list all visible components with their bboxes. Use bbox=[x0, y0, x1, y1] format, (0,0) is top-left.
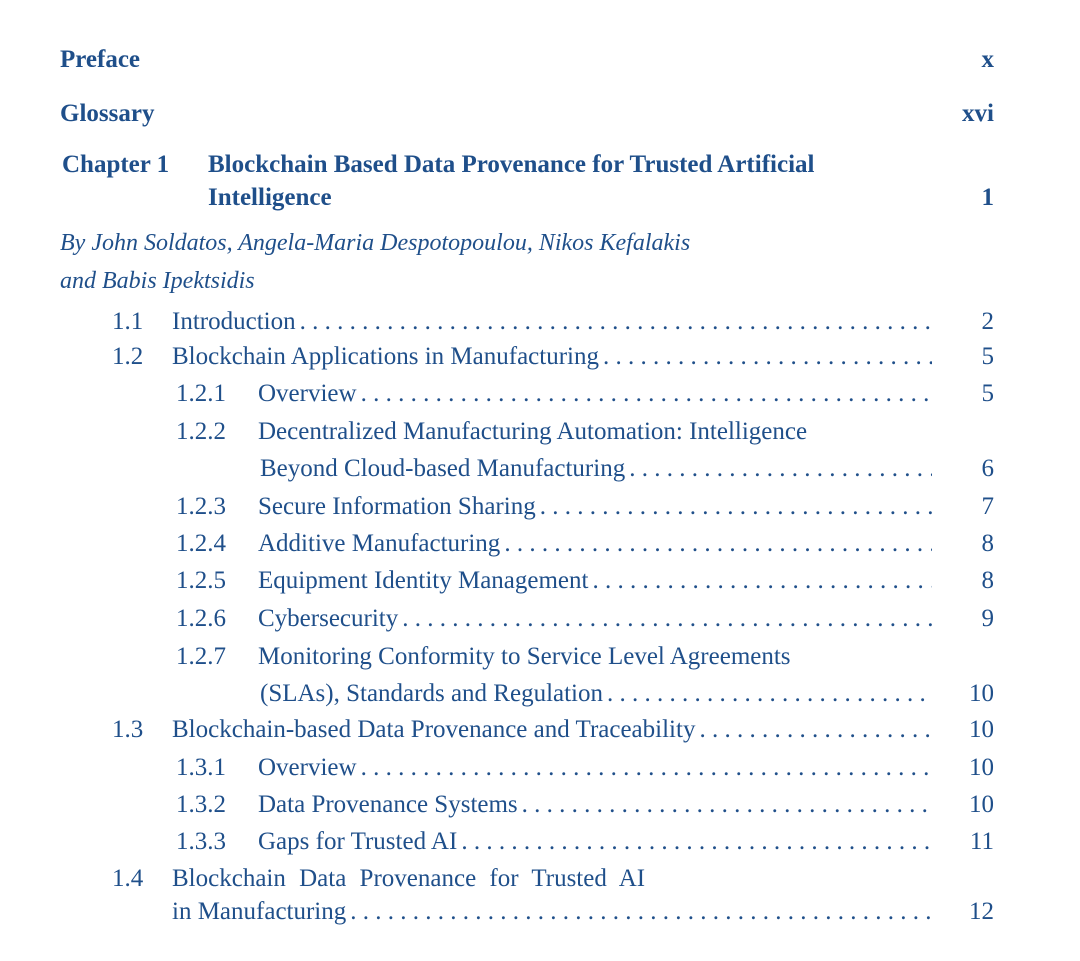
section-page: 10 bbox=[969, 791, 994, 818]
toc-section-1-2-5[interactable] bbox=[176, 563, 994, 599]
dot-leader bbox=[629, 451, 932, 487]
section-page: 7 bbox=[981, 493, 994, 520]
section-page: 11 bbox=[969, 828, 994, 855]
section-number: 1.3.1 bbox=[176, 754, 226, 781]
section-number: 1.1 bbox=[112, 308, 144, 335]
section-number: 1.2.5 bbox=[176, 567, 226, 594]
section-number: 1.2.3 bbox=[176, 493, 226, 520]
entry-title: Preface bbox=[60, 46, 141, 73]
section-page: 5 bbox=[981, 380, 994, 407]
section-title: Introduction bbox=[172, 308, 296, 335]
dot-leader bbox=[540, 489, 932, 525]
section-title: Additive Manufacturing bbox=[258, 530, 501, 557]
section-title: Overview bbox=[258, 754, 357, 781]
section-number: 1.2.2 bbox=[176, 418, 226, 445]
chapter-label: Chapter 1 bbox=[62, 151, 170, 178]
section-number: 1.2.6 bbox=[176, 605, 226, 632]
dot-leader bbox=[504, 526, 932, 562]
section-title-line: Blockchain Data Provenance for Trusted AI bbox=[172, 865, 646, 892]
section-number: 1.2.1 bbox=[176, 380, 226, 407]
chapter-authors bbox=[60, 224, 820, 300]
section-number: 1.3.2 bbox=[176, 791, 226, 818]
section-page: 10 bbox=[969, 716, 994, 743]
toc-section-1-2-1[interactable] bbox=[176, 376, 994, 412]
dot-leader bbox=[603, 339, 932, 375]
entry-page: x bbox=[981, 46, 994, 73]
section-title: Cybersecurity bbox=[258, 605, 399, 632]
toc-section-1-2-2-first-line[interactable] bbox=[176, 414, 807, 450]
toc-section-1-1[interactable] bbox=[112, 304, 994, 340]
section-title: in Manufacturing bbox=[172, 898, 347, 925]
section-title: Beyond Cloud-based Manufacturing bbox=[260, 455, 626, 482]
dot-leader bbox=[699, 712, 932, 748]
section-page: 8 bbox=[981, 567, 994, 594]
section-title: Overview bbox=[258, 380, 357, 407]
authors-line: and Babis Ipektsidis bbox=[60, 268, 255, 294]
section-number: 1.2 bbox=[112, 343, 144, 370]
toc-section-1-4[interactable] bbox=[172, 894, 994, 930]
section-title: (SLAs), Standards and Regulation bbox=[260, 680, 604, 707]
section-number: 1.3.3 bbox=[176, 828, 226, 855]
section-page: 8 bbox=[981, 530, 994, 557]
section-title: Blockchain-based Data Provenance and Traceability bbox=[172, 716, 696, 743]
section-page: 10 bbox=[969, 680, 994, 707]
toc-section-1-2-4[interactable] bbox=[176, 526, 994, 562]
toc-section-1-3-2[interactable] bbox=[176, 787, 994, 823]
section-page: 9 bbox=[981, 605, 994, 632]
toc-section-1-2-7[interactable] bbox=[260, 676, 994, 712]
toc-section-1-2-3[interactable] bbox=[176, 489, 994, 525]
toc-section-1-3[interactable] bbox=[112, 712, 994, 748]
section-title-line: Monitoring Conformity to Service Level Agreements bbox=[258, 643, 791, 670]
section-title-line: Decentralized Manufacturing Automation: Intelligence bbox=[258, 418, 808, 445]
section-title: Secure Information Sharing bbox=[258, 493, 536, 520]
authors-line: By John Soldatos, Angela-Maria Despotopoulou, Nikos Kefalakis bbox=[60, 230, 691, 256]
section-title: Data Provenance Systems bbox=[258, 791, 518, 818]
section-page: 5 bbox=[981, 343, 994, 370]
toc-section-1-2-2[interactable] bbox=[260, 451, 994, 487]
toc-section-1-4-first-line[interactable] bbox=[112, 861, 645, 897]
toc-section-1-2-6[interactable] bbox=[176, 601, 994, 637]
chapter-title-line: Blockchain Based Data Provenance for Trusted Artificial bbox=[208, 151, 815, 178]
dot-leader bbox=[607, 676, 932, 712]
section-title: Gaps for Trusted AI bbox=[258, 828, 458, 855]
section-number: 1.2.7 bbox=[176, 643, 226, 670]
section-number: 1.2.4 bbox=[176, 530, 226, 557]
section-page: 12 bbox=[969, 898, 994, 925]
toc-section-1-2[interactable] bbox=[112, 339, 994, 375]
section-title: Equipment Identity Management bbox=[258, 567, 589, 594]
toc-section-1-2-7-first-line[interactable] bbox=[176, 639, 791, 675]
entry-title: Glossary bbox=[60, 100, 155, 127]
section-number: 1.3 bbox=[112, 716, 144, 743]
dot-leader bbox=[461, 824, 932, 860]
dot-leader bbox=[300, 304, 932, 340]
section-page: 2 bbox=[981, 308, 994, 335]
dot-leader bbox=[402, 601, 932, 637]
dot-leader bbox=[592, 563, 932, 599]
section-page: 10 bbox=[969, 754, 994, 781]
chapter-page: 1 bbox=[981, 184, 994, 211]
entry-page: xvi bbox=[962, 100, 994, 127]
section-title: Blockchain Applications in Manufacturing bbox=[172, 343, 599, 370]
chapter-title bbox=[208, 148, 908, 214]
section-number: 1.4 bbox=[112, 865, 144, 892]
dot-leader bbox=[522, 787, 932, 823]
chapter-title-line: Intelligence bbox=[208, 184, 332, 211]
dot-leader bbox=[350, 894, 932, 930]
toc-entry-glossary[interactable] bbox=[60, 100, 994, 128]
dot-leader bbox=[361, 750, 932, 786]
section-page: 6 bbox=[981, 455, 994, 482]
toc-entry-preface[interactable] bbox=[60, 46, 994, 74]
dot-leader bbox=[361, 376, 932, 412]
toc-section-1-3-1[interactable] bbox=[176, 750, 994, 786]
toc-section-1-3-3[interactable] bbox=[176, 824, 994, 860]
